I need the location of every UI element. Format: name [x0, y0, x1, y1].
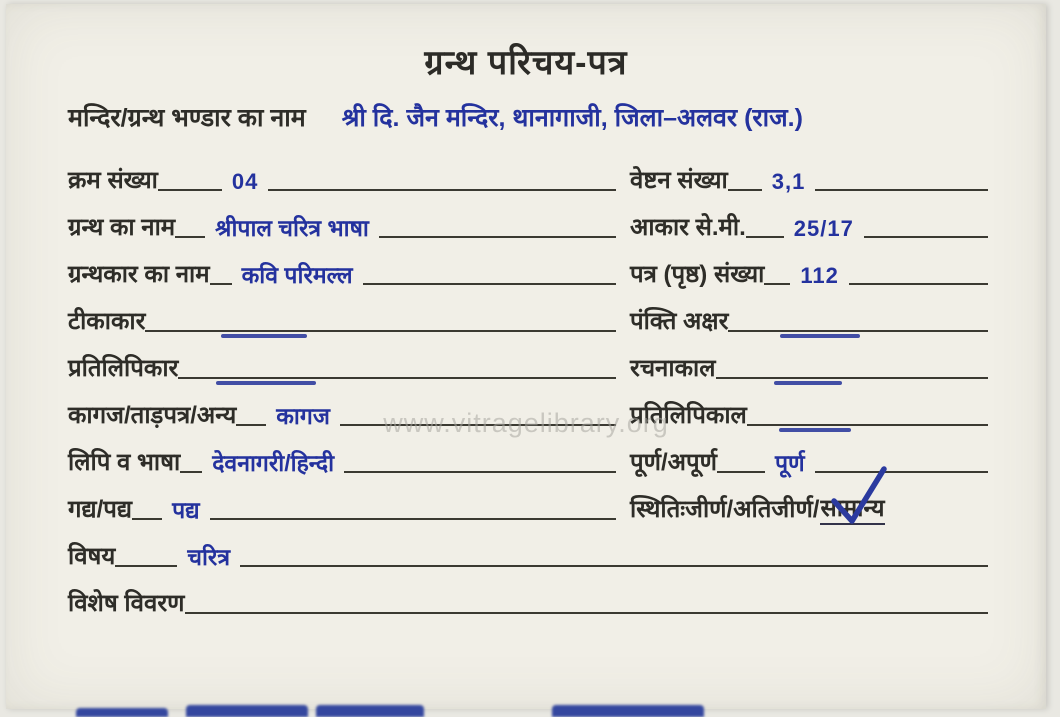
field-complete-incomplete [630, 430, 988, 477]
rule-line [210, 518, 616, 520]
rule-line [236, 424, 266, 426]
condition-checked-label: सामान्य [820, 495, 884, 525]
rule-line [158, 189, 222, 191]
cutoff-ink-mark [186, 705, 308, 717]
rule-line [716, 377, 988, 379]
field-serial-number [68, 148, 616, 195]
field-commentator [68, 289, 616, 336]
field-author-name [68, 242, 616, 289]
serial-number-value: 04 [231, 168, 259, 194]
rule-line [747, 424, 988, 426]
rule-line [145, 330, 616, 332]
temple-name-label: मन्दिर/ग्रन्थ भण्डार का नाम [68, 104, 306, 132]
rule-line [340, 424, 616, 426]
field-special-details [68, 571, 988, 618]
material-value: कागज [276, 402, 330, 429]
rule-line [764, 283, 790, 285]
field-copyist [68, 336, 616, 383]
rule-line [728, 330, 988, 332]
temple-name-value: श्री दि. जैन मन्दिर, थानागाजी, जिला–अलवर (राज.) [341, 104, 803, 132]
field-prose-verse [68, 477, 616, 524]
rule-line [864, 236, 988, 238]
field-subject [68, 524, 988, 571]
cutoff-ink-mark [552, 705, 704, 717]
copy-date-label: प्रतिलिपिकाल [630, 402, 747, 430]
field-condition [630, 477, 988, 524]
composition-date-label: रचनाकाल [630, 355, 716, 383]
bundle-number-value: 3,1 [771, 168, 806, 194]
rule-line [175, 236, 205, 238]
complete-incomplete-label: पूर्ण/अपूर्ण [630, 449, 717, 477]
rule-line [815, 189, 988, 191]
serial-number-label: क्रम संख्या [68, 167, 158, 195]
author-name-label: ग्रन्थकार का नाम [68, 261, 210, 289]
field-book-name [68, 195, 616, 242]
rule-line [115, 565, 177, 567]
lines-letters-label: पंक्ति अक्षर [630, 308, 729, 336]
condition-option-samanya [820, 491, 884, 524]
fields-grid [68, 148, 988, 618]
field-bundle-number [630, 148, 988, 195]
subject-label: विषय [68, 543, 116, 571]
watermark: www.vitragelibrary.org [383, 408, 669, 438]
rule-line [849, 283, 988, 285]
field-material [68, 383, 616, 430]
size-cm-value: 25/17 [793, 215, 854, 241]
field-copy-date [630, 383, 988, 430]
field-size-cm [630, 195, 988, 242]
cutoff-ink-mark [76, 708, 168, 717]
script-language-label: लिपि व भाषा [68, 449, 181, 477]
rule-line [185, 612, 989, 614]
book-name-label: ग्रन्थ का नाम [68, 214, 176, 242]
field-lines-letters [630, 289, 988, 336]
rule-line [180, 471, 202, 473]
rule-line [815, 471, 988, 473]
subject-value: चरित्र [187, 543, 231, 570]
field-script-language [68, 430, 616, 477]
rule-line [178, 377, 616, 379]
page-count-value: 112 [800, 262, 839, 288]
material-label: कागज/ताड़पत्र/अन्य [68, 402, 237, 430]
book-name-value: श्रीपाल चरित्र भाषा [215, 214, 369, 241]
special-details-label: विशेष विवरण [68, 590, 185, 618]
rule-line [717, 471, 765, 473]
rule-line [210, 283, 232, 285]
catalog-card [6, 4, 1046, 709]
page-count-label: पत्र (पृष्ठ) संख्या [630, 261, 765, 289]
commentator-label: टीकाकार [68, 308, 146, 336]
rule-line [728, 189, 762, 191]
page-title: ग्रन्थ परिचय-पत्र [424, 44, 628, 82]
rule-line [132, 518, 162, 520]
temple-name-row [68, 100, 988, 134]
bundle-number-label: वेष्टन संख्या [630, 167, 728, 195]
size-cm-label: आकार से.मी. [630, 214, 746, 242]
prose-verse-label: गद्य/पद्य [68, 496, 133, 524]
prose-verse-value: पद्य [172, 496, 200, 523]
rule-line [746, 236, 784, 238]
copyist-label: प्रतिलिपिकार [68, 355, 179, 383]
condition-label: स्थितिःजीर्ण/अतिजीर्ण/ [630, 496, 820, 524]
rule-line [363, 283, 616, 285]
rule-line [344, 471, 616, 473]
field-page-count [630, 242, 988, 289]
field-composition-date [630, 336, 988, 383]
author-name-value: कवि परिमल्ल [241, 261, 353, 288]
rule-line [240, 565, 988, 567]
rule-line [268, 189, 616, 191]
cutoff-ink-mark [316, 705, 424, 717]
rule-line [379, 236, 616, 238]
complete-incomplete-value: पूर्ण [774, 449, 805, 476]
script-language-value: देवनागरी/हिन्दी [212, 449, 335, 476]
next-card-bleed [6, 699, 1046, 717]
